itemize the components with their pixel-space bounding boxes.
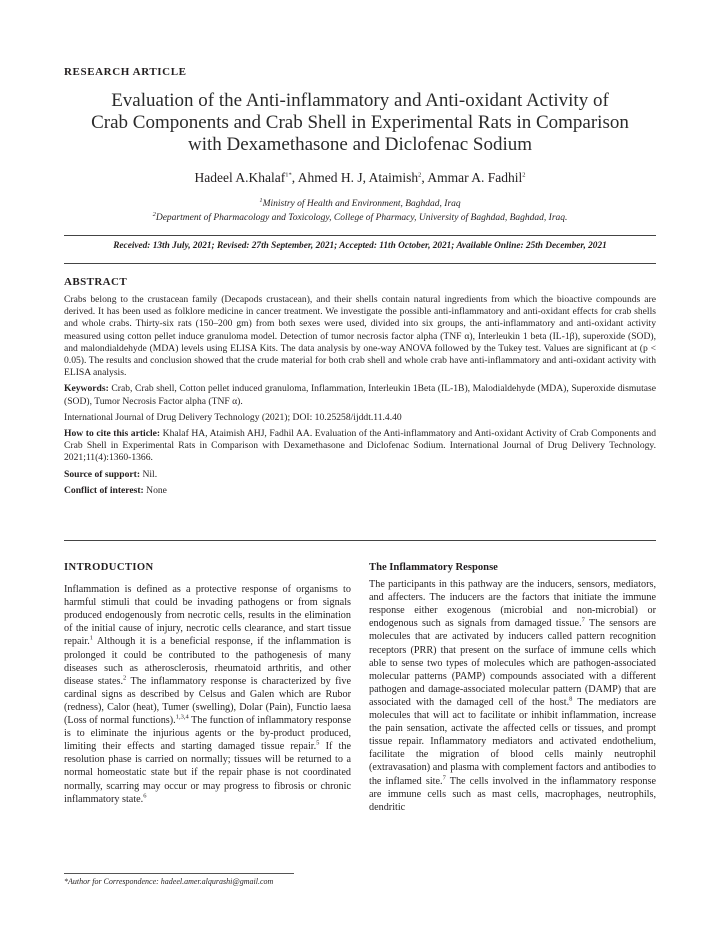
author-name: , Ammar A. Fadhil: [421, 170, 523, 185]
article-title: [50, 90, 670, 156]
citation: How to cite this article: Khalaf HA, Ataimish AHJ, Fadhil AA. Evaluation of the Anti-inflammatory and Anti-oxidant Activity of Crab Components and Crab Shell in Experimental Rats in Comparison with Dexamethasone and Diclofenac Sodium. International Journal of Drug Delivery Technology. 2021;11(4):1360-1366.: [64, 428, 656, 464]
dates-divider: [64, 263, 656, 264]
author-list: [50, 170, 670, 186]
inflammatory-response-paragraph: The participants in this pathway are the inducers, sensors, mediators, and affecters. The inducers are the factors that initiate the immune response either exogenous (microbial and non-microbial) or endogenous such as signals from damaged tissue.$^7$ The sensors are molecules that are activated by inducers called pattern recognition receptors (PRR) that present on the surface of immune cells which able to sense two types of molecules which are pathogen-associated molecular patterns (PAMP) compounds associated with a different pathogen and damage-associated molecular pattern (DAMP) that are associated with the damaged cell of the host.$^8$ The mediators are molecules that will act to facilitate or inhibit inflammation, increase the pain sensation, activate the affected cells or tissues, and prompt tissue repair. Inflammatory mediators and activated endothelium, facilitate the migration of blood cells mainly neutrophil (extravasation) and plasma with complement factors and antibodies to the inflamed site.$^7$ The cells involved in the inflammatory response are immune cells such as mast cells, macrophages, neutrophils, dendritic: [369, 579, 657, 813]
author-name: Hadeel A.Khalaf: [194, 170, 286, 185]
conflict-of-interest: Conflict of interest: None: [64, 484, 167, 496]
keywords: Keywords: Crab, Crab shell, Cotton pellet induced granuloma, Inflammation, Interleukin 1Beta (IL-1B), Malodialdehyde (MDA), Superoxide dismutase (SOD), Tumor Necrosis Factor alpha (TNF α).: [64, 383, 656, 407]
author-affiliation-mark: 2: [418, 171, 422, 179]
affiliation-1: $^1$Ministry of Health and Environment, Baghdad, Iraq: [259, 196, 461, 209]
affiliation-2: $^2$Department of Pharmacology and Toxicology, College of Pharmacy, University of Baghdad, Baghdad, Iraq.: [152, 210, 568, 223]
article-type-label: RESEARCH ARTICLE: [64, 66, 187, 78]
introduction-paragraph: Inflammation is defined as a protective response of organisms to harmful stimuli that could be invading pathogens or from signals produced endogenously from necrotic cells, results in the elimination of the initial cause of injury, necrotic cells clearance, and start tissue repair.$^1$ Although it is a beneficial response, if the inflammation is prolonged it could be contributed to the pathogenesis of many diseases such as atherosclerosis, rheumatoid arthritis, and other disease states.$^2$ The inflammatory response is characterized by five cardinal signs as described by Celsus and Galen which are Rubor (redness), Calor (heat), Tumer (swelling), Dolar (Pain), Functio laesa (Loss of normal functions).$^{1,3,4}$ The function of inflammatory response is to eliminate the injurious agents or the by-product produced, limiting their effects and starting damaged tissue repair.$^5$ If the resolution phase is carried on normally; tissues will be returned to a normal homeostatic state but if the repair phase is not coordinated normally, scarring may occur or may progress to fibrosis or chronic inflammatory state.$^6$: [64, 584, 352, 805]
title-line: Crab Components and Crab Shell in Experimental Rats in Comparison: [91, 112, 629, 133]
title-line: Evaluation of the Anti-inflammatory and Anti-oxidant Activity of: [111, 90, 609, 111]
source-of-support: Source of support: Nil.: [64, 468, 158, 480]
header-divider: [64, 235, 656, 236]
correspondence-footnote: *Author for Correspondence: hadeel.amer.alqurashi@gmail.com: [64, 877, 274, 886]
abstract-block: [64, 294, 656, 501]
abstract-text: Crabs belong to the crustacean family (Decapods crustacean), and their shells contain natural ingredients from which the bioactive compounds are derived. It has been used as folklore medicine in cancer treatment. We investigate the possible anti-inflammatory and anti-oxidant effects for crab shells and whole crabs. Thirty-six rats (150–200 gm) from both sexes were used, divided into six groups, the anti-inflammatory and anti-oxidant activity measured using cotton pellet induce granuloma model. Detection of tumor necrosis factor alpha (TNF α), Interleukin 1 beta (IL-1β), superoxide (SOD), and malondialdehyde (MDA) levels using ELISA Kits. The data analysis by one-way ANOVA followed by the Tukey test. Values are significant at (p < 0.05). The results and conclusion showed that the crude material for both crab shell and whole crab have anti-inflammatory and anti-oxidant activity with ELISA analysis.: [64, 294, 656, 379]
inflammatory-response-heading: The Inflammatory Response: [369, 562, 498, 573]
title-line: with Dexamethasone and Diclofenac Sodium: [187, 134, 532, 155]
author-affiliation-mark: 2: [522, 171, 526, 179]
abstract-heading: ABSTRACT: [64, 276, 128, 288]
journal-doi: International Journal of Drug Delivery Technology (2021); DOI: 10.25258/ijddt.11.4.40: [64, 411, 402, 423]
publication-dates: Received: 13th July, 2021; Revised: 27th September, 2021; Accepted: 11th October, 2021; Available Online: 25th December, 2021: [113, 241, 607, 251]
abstract-divider: [64, 540, 656, 541]
inflammatory-response-column: [369, 561, 656, 814]
introduction-heading: INTRODUCTION: [64, 562, 154, 573]
author-name: , Ahmed H. J, Ataimish: [291, 170, 419, 185]
footnote-divider: [64, 873, 294, 874]
author-affiliation-mark: 1*: [285, 171, 292, 179]
introduction-column: [64, 561, 351, 806]
